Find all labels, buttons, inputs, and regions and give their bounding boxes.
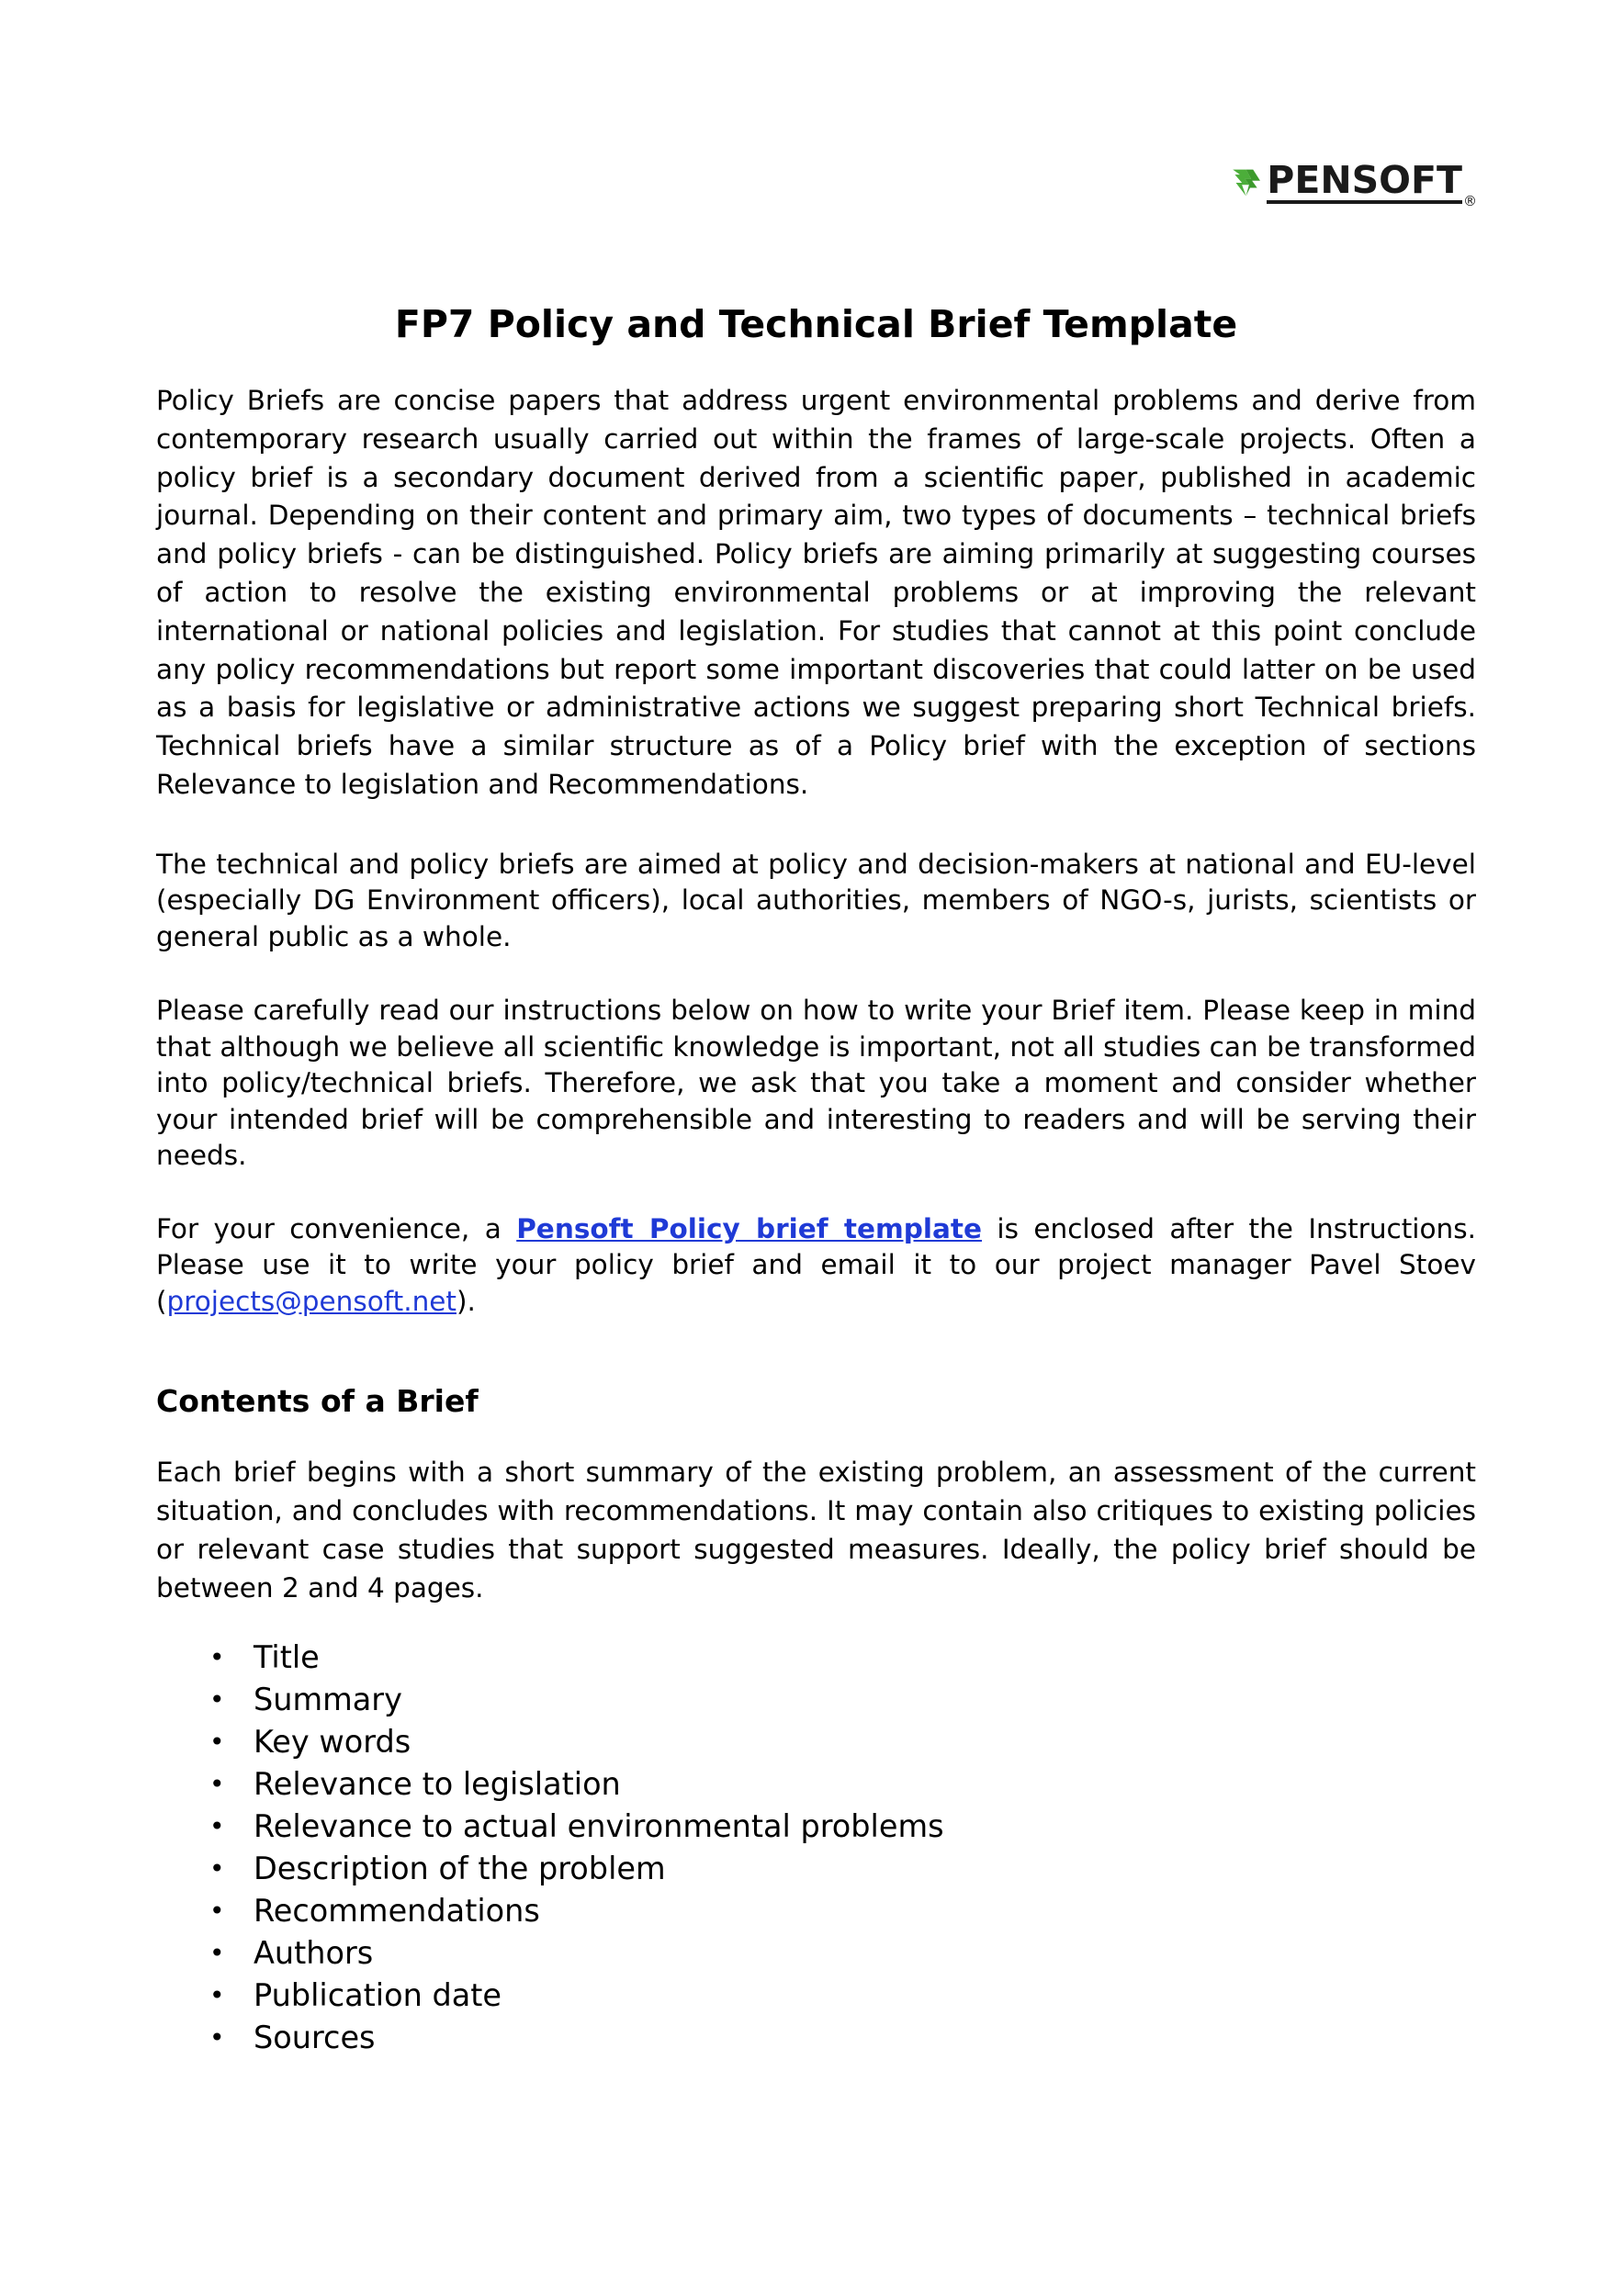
- list-item-label: Publication date: [254, 1976, 502, 2013]
- bullet-icon: •: [209, 1684, 225, 1716]
- list-item-label: Summary: [254, 1682, 402, 1718]
- list-item: [156, 1806, 1476, 1848]
- contents-paragraph: Each brief begins with a short summary of the existing problem, an assessment of the current situation, and concludes with recommendations. It may contain also critiques to existing policies or relevant case studies that support suggested measures. Ideally, the policy brief should be between 2 and 4 pages.: [156, 1457, 1476, 1604]
- document-body: [156, 382, 1476, 2059]
- bullet-icon: •: [209, 1642, 225, 1673]
- list-item: [156, 1763, 1476, 1806]
- bullet-icon: •: [209, 1895, 225, 1926]
- bullet-icon: •: [209, 1852, 225, 1884]
- list-item: [156, 1890, 1476, 1932]
- list-item: [156, 1679, 1476, 1721]
- list-item-label: Title: [254, 1639, 320, 1676]
- convenience-text-closing: ).: [456, 1285, 476, 1317]
- bullet-icon: •: [209, 1937, 225, 1968]
- list-item: [156, 1721, 1476, 1763]
- list-item-label: Description of the problem: [254, 1850, 666, 1886]
- policy-brief-template-link[interactable]: Pensoft Policy brief template: [516, 1212, 983, 1244]
- list-item-label: Relevance to legislation: [254, 1766, 621, 1803]
- intro-paragraph-3: Please carefully read our instructions below on how to write your Brief item. Please keep in mind that although we believe all scientific knowledge is important, not all studies can be transformed into policy/technical briefs. Therefore, we ask that you take a moment and consider whether your intended brief will be comprehensible and interesting to readers and will be serving their needs.: [156, 995, 1476, 1172]
- project-email-link[interactable]: projects@pensoft.net: [166, 1285, 456, 1317]
- list-item-label: Recommendations: [254, 1892, 540, 1929]
- document-title: FP7 Policy and Technical Brief Template: [394, 302, 1238, 346]
- bullet-icon: •: [209, 1979, 225, 2010]
- list-item-label: Key words: [254, 1724, 411, 1761]
- convenience-paragraph: [156, 1211, 1476, 1321]
- list-item-label: Sources: [254, 2019, 376, 2055]
- bullet-icon: •: [209, 1811, 225, 1842]
- list-item: [156, 1975, 1476, 2017]
- registered-mark: ®: [1463, 193, 1477, 209]
- list-item: [156, 1637, 1476, 1679]
- pensoft-logo: [1231, 154, 1477, 211]
- contents-list: [156, 1637, 1476, 2058]
- pensoft-green-arrows-icon: [1231, 155, 1263, 210]
- intro-paragraph-2: The technical and policy briefs are aimed at policy and decision-makers at national and EU-level (especially DG Environment officers), local authorities, members of NGO-s, jurists, scientists or general public as a whole.: [156, 848, 1476, 952]
- convenience-text-before: For your convenience, a: [156, 1212, 517, 1244]
- contents-heading: Contents of a Brief: [156, 1383, 479, 1420]
- convenience-text-after: is enclosed after the Instructions. Please use it to write your policy brief and email it to our project manager Pavel Stoev (: [156, 1212, 1476, 1317]
- bullet-icon: •: [209, 1769, 225, 1800]
- list-item: [156, 2017, 1476, 2059]
- list-item: [156, 1848, 1476, 1890]
- bullet-icon: •: [209, 2021, 225, 2053]
- list-item-label: Relevance to actual environmental problems: [254, 1808, 944, 1845]
- intro-paragraph-1: Policy Briefs are concise papers that address urgent environmental problems and derive from contemporary research usually carried out within the frames of large-scale projects. Often a policy brief is a secondary document derived from a scientific paper, published in academic journal. Depending on their content and primary aim, two types of documents – technical briefs and policy briefs - can be distinguished. Policy briefs are aiming primarily at suggesting courses of action to resolve the existing environmental problems or at improving the relevant international or national policies and legislation. For studies that cannot at this point conclude any policy recommendations but report some important discoveries that could latter on be used as a basis for legislative or administrative actions we suggest preparing short Technical briefs. Technical briefs have a similar structure as of a Policy brief with the exception of sections Relevance to legislation and Recommendations.: [156, 385, 1476, 800]
- logo-wordmark: PENSOFT: [1267, 158, 1462, 202]
- list-item-label: Authors: [254, 1934, 374, 1971]
- list-item: [156, 1932, 1476, 1975]
- bullet-icon: •: [209, 1727, 225, 1758]
